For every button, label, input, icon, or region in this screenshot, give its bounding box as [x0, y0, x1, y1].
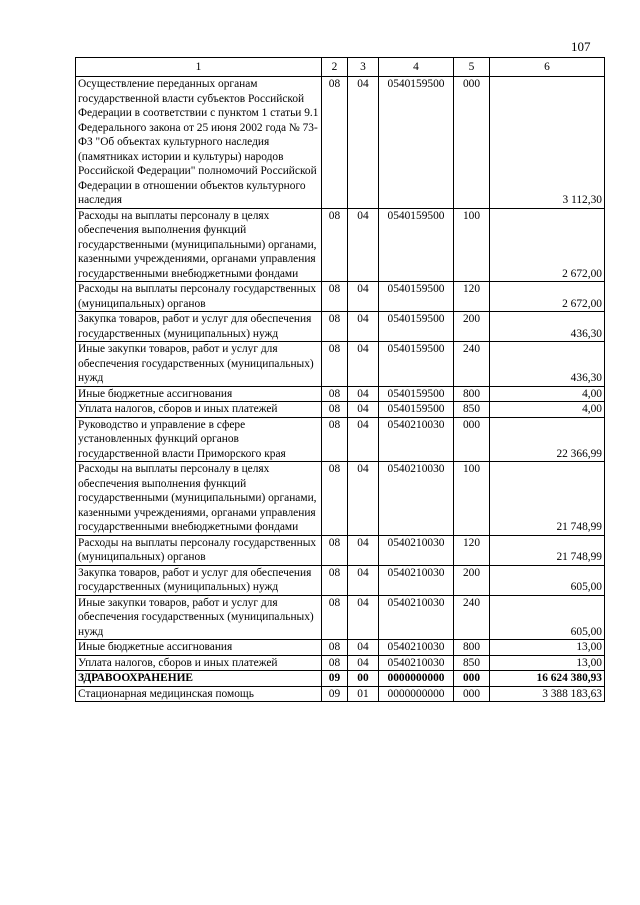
row-name-cell: Иные закупки товаров, работ и услуг для обеспечения государственных (муниципальных) нужд	[76, 595, 322, 640]
section-code-cell: 08	[322, 595, 348, 640]
page-number: 107	[571, 39, 591, 54]
table-row	[76, 640, 605, 656]
amount-cell: 13,00	[490, 655, 605, 671]
row-name-cell: Иные закупки товаров, работ и услуг для обеспечения государственных (муниципальных) нужд	[76, 342, 322, 387]
amount-cell: 4,00	[490, 386, 605, 402]
amount-cell: 21 748,99	[490, 462, 605, 536]
subsection-code-cell: 00	[348, 671, 379, 687]
expense-type-cell: 000	[454, 417, 490, 462]
table-row	[76, 77, 605, 209]
row-name-cell: Осуществление переданных органам государственной власти субъектов Российской Федерации в соответствии с пунктом 1 статьи 9.1 Федерального закона от 25 июня 2002 года № 73-ФЗ "Об объектах культурного наследия (памятниках истории и культуры) народов Российской Федерации" полномочий Российской Федерации в отношении объектов культурного наследия	[76, 77, 322, 209]
row-name-cell: ЗДРАВООХРАНЕНИЕ	[76, 671, 322, 687]
subsection-code-cell: 04	[348, 282, 379, 312]
expense-type-cell: 200	[454, 565, 490, 595]
expense-type-cell: 800	[454, 386, 490, 402]
expense-type-cell: 240	[454, 342, 490, 387]
amount-cell: 436,30	[490, 342, 605, 387]
target-article-cell: 0000000000	[379, 671, 454, 687]
row-name-cell: Закупка товаров, работ и услуг для обеспечения государственных (муниципальных) нужд	[76, 565, 322, 595]
amount-cell: 22 366,99	[490, 417, 605, 462]
section-code-cell: 08	[322, 462, 348, 536]
subsection-code-cell: 04	[348, 342, 379, 387]
subsection-code-cell: 04	[348, 640, 379, 656]
table-row	[76, 282, 605, 312]
target-article-cell: 0540159500	[379, 208, 454, 282]
row-name-cell: Иные бюджетные ассигнования	[76, 386, 322, 402]
header-cell: 4	[379, 58, 454, 77]
expense-type-cell: 800	[454, 640, 490, 656]
table-row	[76, 671, 605, 687]
subsection-code-cell: 01	[348, 686, 379, 702]
budget-table	[75, 57, 605, 702]
table-row	[76, 655, 605, 671]
section-code-cell: 08	[322, 655, 348, 671]
row-name-cell: Руководство и управление в сфере установленных функций органов государственной власти Приморского края	[76, 417, 322, 462]
amount-cell: 436,30	[490, 312, 605, 342]
table-row	[76, 686, 605, 702]
row-name-cell: Уплата налогов, сборов и иных платежей	[76, 402, 322, 418]
subsection-code-cell: 04	[348, 565, 379, 595]
target-article-cell: 0540210030	[379, 595, 454, 640]
target-article-cell: 0540159500	[379, 312, 454, 342]
subsection-code-cell: 04	[348, 462, 379, 536]
target-article-cell: 0540159500	[379, 342, 454, 387]
amount-cell: 3 112,30	[490, 77, 605, 209]
table-row	[76, 417, 605, 462]
target-article-cell: 0540210030	[379, 565, 454, 595]
row-name-cell: Иные бюджетные ассигнования	[76, 640, 322, 656]
amount-cell: 3 388 183,63	[490, 686, 605, 702]
section-code-cell: 08	[322, 640, 348, 656]
row-name-cell: Закупка товаров, работ и услуг для обеспечения государственных (муниципальных) нужд	[76, 312, 322, 342]
expense-type-cell: 120	[454, 282, 490, 312]
table-row	[76, 386, 605, 402]
section-code-cell: 08	[322, 208, 348, 282]
expense-type-cell: 120	[454, 535, 490, 565]
target-article-cell: 0540159500	[379, 282, 454, 312]
section-code-cell: 08	[322, 417, 348, 462]
subsection-code-cell: 04	[348, 655, 379, 671]
header-cell: 2	[322, 58, 348, 77]
amount-cell: 16 624 380,93	[490, 671, 605, 687]
subsection-code-cell: 04	[348, 386, 379, 402]
expense-type-cell: 850	[454, 655, 490, 671]
expense-type-cell: 000	[454, 671, 490, 687]
expense-type-cell: 240	[454, 595, 490, 640]
subsection-code-cell: 04	[348, 417, 379, 462]
amount-cell: 2 672,00	[490, 282, 605, 312]
subsection-code-cell: 04	[348, 402, 379, 418]
section-code-cell: 08	[322, 402, 348, 418]
section-code-cell: 09	[322, 671, 348, 687]
subsection-code-cell: 04	[348, 208, 379, 282]
expense-type-cell: 100	[454, 208, 490, 282]
amount-cell: 2 672,00	[490, 208, 605, 282]
table-row	[76, 462, 605, 536]
header-cell: 6	[490, 58, 605, 77]
subsection-code-cell: 04	[348, 312, 379, 342]
amount-cell: 21 748,99	[490, 535, 605, 565]
expense-type-cell: 000	[454, 77, 490, 209]
target-article-cell: 0540210030	[379, 655, 454, 671]
expense-type-cell: 200	[454, 312, 490, 342]
table-row	[76, 312, 605, 342]
expense-type-cell: 000	[454, 686, 490, 702]
header-cell: 1	[76, 58, 322, 77]
expense-type-cell: 100	[454, 462, 490, 536]
target-article-cell: 0540210030	[379, 640, 454, 656]
amount-cell: 13,00	[490, 640, 605, 656]
section-code-cell: 08	[322, 342, 348, 387]
subsection-code-cell: 04	[348, 595, 379, 640]
section-code-cell: 08	[322, 312, 348, 342]
target-article-cell: 0540210030	[379, 417, 454, 462]
target-article-cell: 0540159500	[379, 402, 454, 418]
table-row	[76, 402, 605, 418]
table-row	[76, 565, 605, 595]
subsection-code-cell: 04	[348, 77, 379, 209]
table-row	[76, 208, 605, 282]
section-code-cell: 08	[322, 386, 348, 402]
table-row	[76, 342, 605, 387]
target-article-cell: 0540210030	[379, 535, 454, 565]
header-cell: 3	[348, 58, 379, 77]
target-article-cell: 0000000000	[379, 686, 454, 702]
subsection-code-cell: 04	[348, 535, 379, 565]
section-code-cell: 09	[322, 686, 348, 702]
table-row	[76, 535, 605, 565]
amount-cell: 605,00	[490, 595, 605, 640]
header-cell: 5	[454, 58, 490, 77]
row-name-cell: Уплата налогов, сборов и иных платежей	[76, 655, 322, 671]
amount-cell: 4,00	[490, 402, 605, 418]
row-name-cell: Стационарная медицинская помощь	[76, 686, 322, 702]
row-name-cell: Расходы на выплаты персоналу государственных (муниципальных) органов	[76, 535, 322, 565]
section-code-cell: 08	[322, 535, 348, 565]
table-header-row	[76, 58, 605, 77]
target-article-cell: 0540159500	[379, 77, 454, 209]
amount-cell: 605,00	[490, 565, 605, 595]
table-row	[76, 595, 605, 640]
target-article-cell: 0540159500	[379, 386, 454, 402]
row-name-cell: Расходы на выплаты персоналу государственных (муниципальных) органов	[76, 282, 322, 312]
row-name-cell: Расходы на выплаты персоналу в целях обеспечения выполнения функций государственными (муниципальными) органами, казенными учреждениями, органами управления государственными внебюджетными фондами	[76, 208, 322, 282]
expense-type-cell: 850	[454, 402, 490, 418]
section-code-cell: 08	[322, 565, 348, 595]
target-article-cell: 0540210030	[379, 462, 454, 536]
section-code-cell: 08	[322, 282, 348, 312]
section-code-cell: 08	[322, 77, 348, 209]
row-name-cell: Расходы на выплаты персоналу в целях обеспечения выполнения функций государственными (муниципальными) органами, казенными учреждениями, органами управления государственными внебюджетными фондами	[76, 462, 322, 536]
